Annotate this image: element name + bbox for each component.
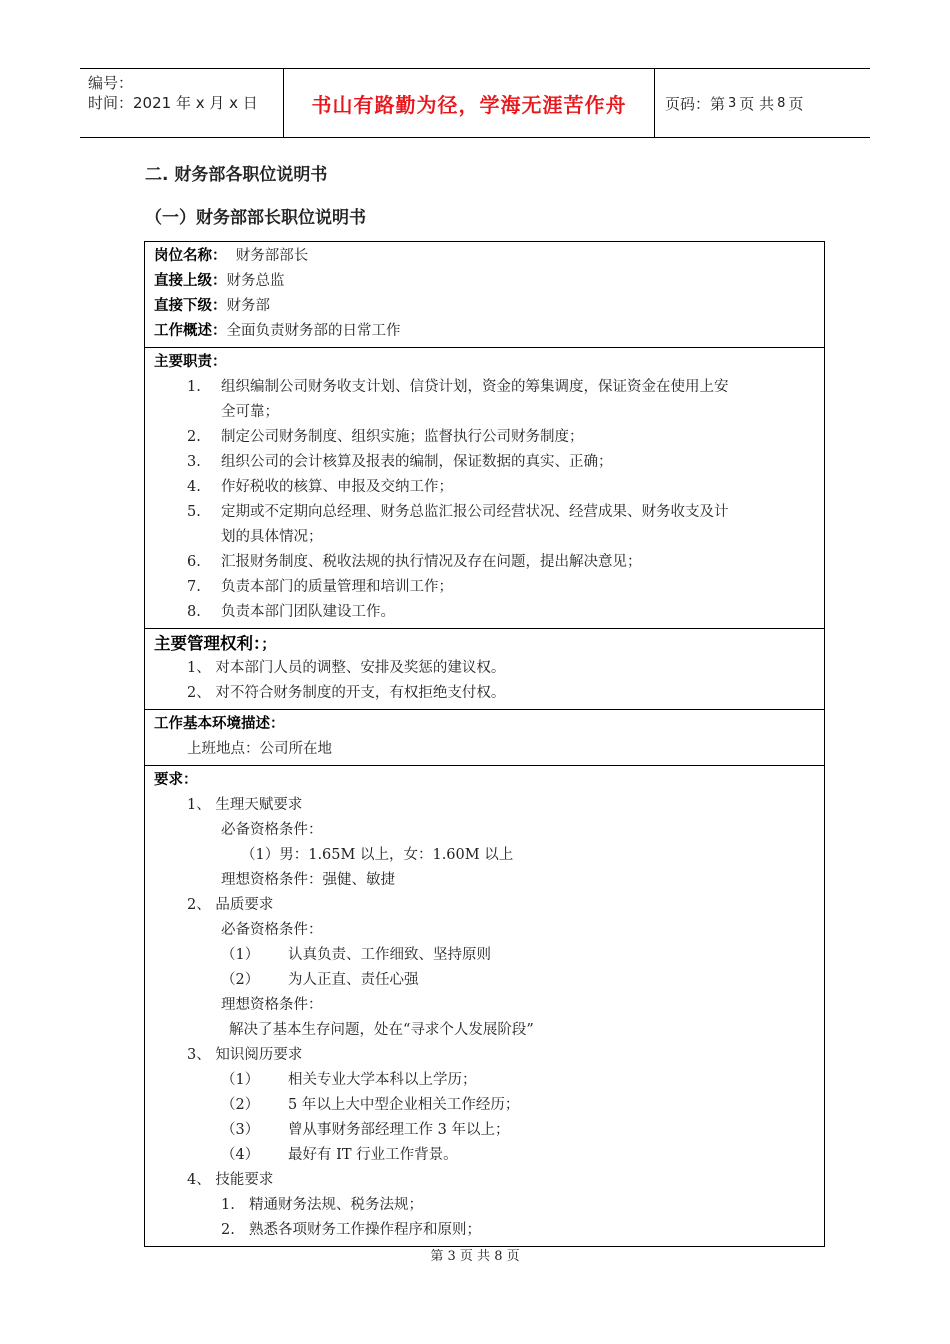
duty-text: 汇报财务制度、税收法规的执行情况及存在问题，提出解决意见； bbox=[221, 554, 642, 570]
subordinate-row bbox=[154, 294, 824, 319]
position-value: 财务部部长 bbox=[226, 248, 309, 264]
item-text: 认真负责、工作细致、坚持原则 bbox=[288, 947, 491, 963]
duty-text: 组织编制公司财务收支计划、信贷计划，资金的筹集调度，保证资金在使用上安 bbox=[221, 379, 729, 395]
item-number: （2） bbox=[221, 1097, 260, 1113]
duty-text: 负责本部门的质量管理和培训工作； bbox=[221, 579, 453, 595]
rights-title-suffix: ； bbox=[261, 637, 276, 653]
duty-item bbox=[145, 550, 824, 575]
duties-section bbox=[145, 348, 824, 629]
item-text: 曾从事财务部经理工作 3 年以上； bbox=[288, 1122, 510, 1138]
page-header bbox=[80, 68, 870, 138]
req-quality-item bbox=[145, 943, 824, 968]
req-knowledge-item bbox=[145, 1093, 824, 1118]
duty-number: 1. bbox=[187, 379, 201, 395]
superior-value: 财务总监 bbox=[226, 273, 285, 289]
req-physical-heading: 1、 生理天赋要求 bbox=[187, 797, 303, 813]
superior-row bbox=[154, 269, 824, 294]
subordinate-value: 财务部 bbox=[226, 298, 270, 314]
header-motto: 书山有路勤为径，学海无涯苦作舟 bbox=[311, 92, 627, 117]
duty-text: 制定公司财务制度、组织实施；监督执行公司财务制度； bbox=[221, 429, 584, 445]
rights-section bbox=[145, 629, 824, 710]
req-physical-ideal: 理想资格条件：强健、敏捷 bbox=[221, 872, 395, 888]
rights-item: 2、 对不符合财务制度的开支，有权拒绝支付权。 bbox=[187, 685, 506, 701]
page-suffix: 页 bbox=[788, 94, 804, 113]
duty-item bbox=[145, 425, 824, 450]
req-skills-item bbox=[145, 1218, 824, 1243]
duty-text: 作好税收的核算、申报及交纳工作； bbox=[221, 479, 453, 495]
rights-title-row bbox=[145, 631, 824, 656]
req-knowledge-item bbox=[145, 1068, 824, 1093]
job-description-table bbox=[144, 241, 825, 1247]
req-physical-required-item: （1）男：1.65M 以上，女：1.60M 以上 bbox=[241, 847, 514, 863]
item-number: （4） bbox=[221, 1147, 260, 1163]
req-quality-required-label: 必备资格条件： bbox=[221, 922, 323, 938]
duty-item bbox=[145, 450, 824, 475]
rights-item: 1、 对本部门人员的调整、安排及奖惩的建议权。 bbox=[187, 660, 506, 676]
duties-title-row bbox=[145, 350, 824, 375]
page-footer: 第 3 页 共 8 页 bbox=[430, 1249, 520, 1264]
requirements-title-row bbox=[145, 768, 824, 793]
summary-value: 全面负责财务部的日常工作 bbox=[226, 323, 401, 339]
page-total: 8 bbox=[777, 95, 786, 111]
superior-label: 直接上级： bbox=[154, 273, 227, 289]
item-number: （1） bbox=[221, 1072, 260, 1088]
duties-title: 主要职责： bbox=[154, 354, 227, 370]
page-prefix: 页码：第 bbox=[665, 94, 726, 113]
req-quality-heading: 2、 品质要求 bbox=[187, 897, 274, 913]
document-number-label: 编号： bbox=[88, 74, 134, 92]
duty-text: 定期或不定期向总经理、财务总监汇报公司经营状况、经营成果、财务收支及计 bbox=[221, 504, 729, 520]
section-subheading: （一）财务部部长职位说明书 bbox=[145, 208, 366, 228]
duty-text-continued: 全可靠； bbox=[221, 404, 279, 420]
basic-info-section bbox=[145, 242, 824, 348]
req-knowledge-item bbox=[145, 1118, 824, 1143]
requirements-section bbox=[145, 766, 824, 1246]
req-knowledge-heading: 3、 知识阅历要求 bbox=[187, 1047, 303, 1063]
position-row bbox=[154, 244, 824, 269]
environment-title-row bbox=[145, 712, 824, 737]
duty-number: 4. bbox=[187, 479, 201, 495]
subordinate-label: 直接下级： bbox=[154, 298, 227, 314]
item-number: 1. bbox=[221, 1197, 235, 1213]
summary-row bbox=[154, 319, 824, 344]
duty-number: 7. bbox=[187, 579, 201, 595]
item-number: （2） bbox=[221, 972, 260, 988]
item-number: 2. bbox=[221, 1222, 235, 1238]
duty-number: 5. bbox=[187, 504, 201, 520]
header-meta bbox=[80, 69, 283, 137]
position-label: 岗位名称： bbox=[154, 248, 227, 264]
duty-number: 8. bbox=[187, 604, 201, 620]
section-heading: 二. 财务部各职位说明书 bbox=[145, 165, 328, 185]
req-quality-ideal-label: 理想资格条件： bbox=[221, 997, 323, 1013]
item-number: （3） bbox=[221, 1122, 260, 1138]
req-quality-item bbox=[145, 968, 824, 993]
duty-item bbox=[145, 575, 824, 600]
req-skills-item bbox=[145, 1193, 824, 1218]
item-text: 为人正直、责任心强 bbox=[288, 972, 419, 988]
item-number: （1） bbox=[221, 947, 260, 963]
page-mid: 页 共 bbox=[739, 94, 775, 113]
duty-number: 2. bbox=[187, 429, 201, 445]
duty-text: 组织公司的会计核算及报表的编制，保证数据的真实、正确； bbox=[221, 454, 613, 470]
duty-item bbox=[145, 500, 824, 525]
environment-title: 工作基本环境描述： bbox=[154, 716, 285, 732]
duty-item bbox=[145, 375, 824, 400]
req-physical-required-label: 必备资格条件： bbox=[221, 822, 323, 838]
environment-section bbox=[145, 710, 824, 766]
header-page-info bbox=[655, 69, 870, 137]
duty-item bbox=[145, 600, 824, 625]
rights-title: 主要管理权利： bbox=[154, 634, 262, 653]
summary-label: 工作概述： bbox=[154, 323, 227, 339]
work-location: 上班地点：公司所在地 bbox=[187, 741, 332, 757]
duty-text: 负责本部门团队建设工作。 bbox=[221, 604, 395, 620]
item-text: 5 年以上大中型企业相关工作经历； bbox=[288, 1097, 520, 1113]
req-quality-ideal-text: 解决了基本生存问题，处在“寻求个人发展阶段” bbox=[229, 1022, 534, 1038]
duty-number: 3. bbox=[187, 454, 201, 470]
item-text: 熟悉各项财务工作操作程序和原则； bbox=[249, 1222, 481, 1238]
header-motto-cell bbox=[283, 69, 655, 137]
requirements-title: 要求： bbox=[154, 772, 198, 788]
duty-number: 6. bbox=[187, 554, 201, 570]
req-knowledge-item bbox=[145, 1143, 824, 1168]
page-current: 3 bbox=[728, 95, 737, 111]
req-skills-heading: 4、 技能要求 bbox=[187, 1172, 274, 1188]
item-text: 相关专业大学本科以上学历； bbox=[288, 1072, 477, 1088]
item-text: 最好有 IT 行业工作背景。 bbox=[288, 1147, 458, 1163]
item-text: 精通财务法规、税务法规； bbox=[249, 1197, 423, 1213]
duty-item bbox=[145, 475, 824, 500]
duty-text-continued: 划的具体情况； bbox=[221, 529, 323, 545]
document-time: 时间：2021 年 x 月 x 日 bbox=[88, 94, 258, 112]
